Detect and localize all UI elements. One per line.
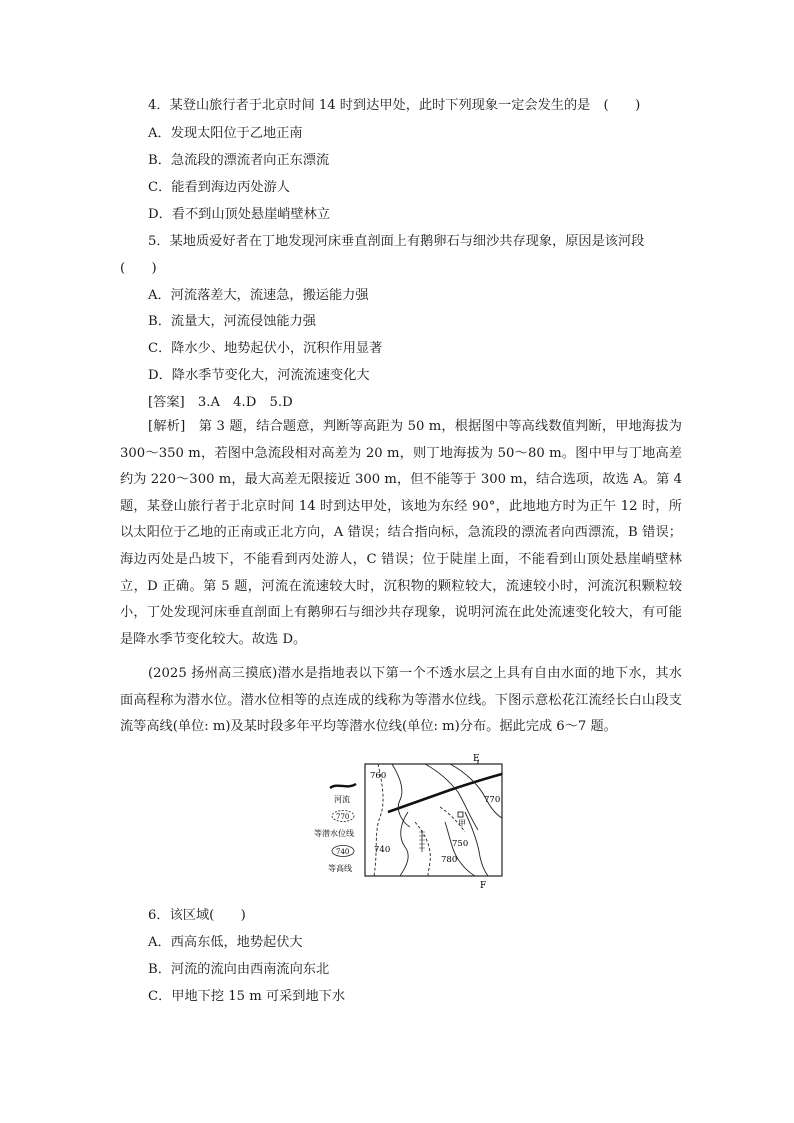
- contour-780: [445, 822, 475, 876]
- value-750: 750: [452, 839, 469, 849]
- q6-option-c: C．甲地下挖 15 m 可采到地下水: [148, 989, 346, 1004]
- label-f: F: [480, 881, 487, 891]
- q5-option-c: C．降水少、地势起伏小，沉积作用显著: [148, 341, 383, 356]
- contour-760: [392, 764, 410, 827]
- q5-stem-bracket: ( ): [120, 261, 157, 276]
- analysis-tag: [解析]: [148, 419, 186, 434]
- answer-line: [148, 393, 708, 413]
- q5-stem: 5．某地质爱好者在丁地发现河床垂直剖面上有鹅卵石与细沙共存现象，原因是该河段: [148, 234, 645, 249]
- legend-contour-value: 740: [336, 848, 350, 856]
- value-740: 740: [374, 845, 391, 855]
- answer-text: 3.A 4.D 5.D: [184, 395, 293, 410]
- river-line: [388, 774, 502, 812]
- answer-tag: [答案]: [148, 395, 185, 410]
- q5-option-b: B．流量大，河流侵蚀能力强: [148, 314, 316, 329]
- intro-paragraph: (2025 扬州高三摸底)潜水是指地表以下第一个不透水层之上具有自由水面的地下水，其水面高程称为潜水位。潜水位相等的点连成的线称为等潜水位线。下图示意松花江流经长白山段支流等高线(单位: m)及某时段多年平均等潜水位线(单位: m)分布。据此完成 6～7 题。: [120, 666, 682, 735]
- contour-770: [450, 764, 502, 818]
- q4-option-c: C．能看到海边丙处游人: [148, 180, 290, 195]
- analysis-text: 第 3 题，结合题意，判断等高距为 50 m，根据图中等高线数值判断，甲地海拔为 300～350 m，若图中急流段相对高差为 20 m，则丁地海拔为 50～80 m。图中甲与丁地高差约为 220～300 m，最大高差无限接近 300 m，但不能等于 300 m，结合选项，故选 A。第 4 题，某登山旅行者于北京时间 14 时到达甲处，该地为东经 90°，此地地方时为正午 12 时，所以太阳位于乙地的正南或正北方向，A 错误；结合指向标，急流段的漂流者向西漂流，B 错误；海边丙处是凸坡下，不能看到丙处游人，C 错误；位于陡崖上面，不能看到山顶处悬崖峭壁林立，D 正确。第 5 题，河流在流速较大时，沉积物的颗粒较大，流速较小时，河流沉积颗粒较小，丁处发现河床垂直剖面上有鹅卵石与细沙共存现象，说明河流在此处流速变化较大，有可能是降水季节变化较大。故选 D。: [120, 419, 682, 647]
- q4-stem: 4．某登山旅行者于北京时间 14 时到达甲处，此时下列现象一定会发生的是 ( ): [148, 98, 641, 113]
- legend-water-value: 770: [336, 813, 350, 821]
- q5-option-d: D．降水季节变化大，河流流速变化大: [148, 368, 370, 383]
- q6-option-a: A．西高东低，地势起伏大: [148, 935, 303, 950]
- label-jia: 甲: [458, 819, 466, 828]
- q4-option-a: A．发现太阳位于乙地正南: [148, 126, 303, 141]
- q4-option-b: B．急流段的漂流者向正东漂流: [148, 153, 330, 168]
- water-line-2: [415, 822, 430, 876]
- legend-river-label: 河流: [334, 795, 350, 804]
- q6-option-b: B．河流的流向由西南流向东北: [148, 962, 330, 977]
- q6-stem: 6．该区域( ): [148, 908, 246, 923]
- contour-map-figure: [300, 752, 510, 892]
- q5-option-a: A．河流落差大，流速急，搬运能力强: [148, 288, 369, 303]
- label-e: E: [473, 754, 480, 764]
- legend-river-sample: [330, 784, 356, 788]
- q4-option-d: D．看不到山顶处悬崖峭壁林立: [148, 207, 331, 222]
- value-770: 770: [484, 795, 501, 805]
- value-760: 760: [370, 771, 387, 781]
- contour-map: [300, 752, 510, 892]
- value-780: 780: [441, 855, 458, 865]
- analysis-paragraph: [120, 414, 682, 653]
- contour-b: [465, 812, 488, 876]
- legend-water-label: 等潜水位线: [314, 829, 354, 838]
- point-jia: [458, 812, 463, 817]
- legend-contour-label: 等高线: [328, 864, 352, 873]
